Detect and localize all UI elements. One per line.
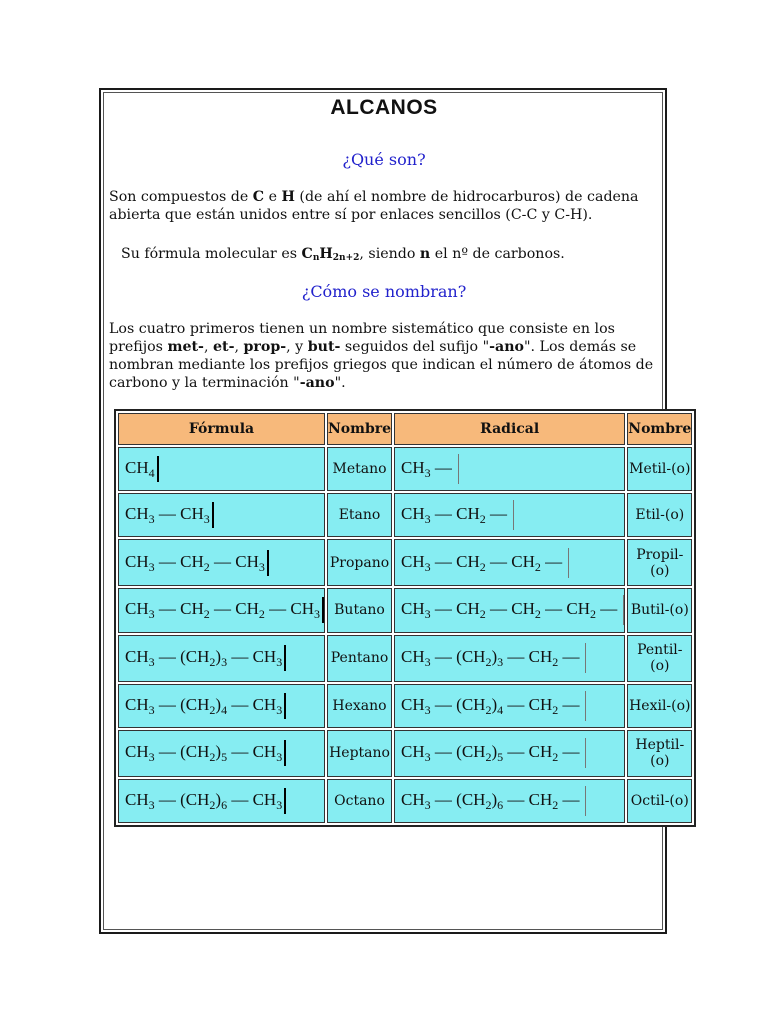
name-cell bbox=[327, 588, 392, 632]
table-header-row bbox=[118, 413, 692, 445]
radical-cell bbox=[394, 684, 625, 728]
divider-mark bbox=[212, 502, 214, 528]
table-row bbox=[118, 779, 692, 823]
formula-cell bbox=[118, 635, 325, 682]
formula-cell-text: $CH_3$ — $(CH_2)_5$ — $CH_3$ bbox=[125, 742, 283, 765]
page-title: ALCANOS bbox=[330, 96, 438, 119]
divider-mark bbox=[585, 691, 586, 721]
radical-cell-text: $CH_3$ — bbox=[401, 458, 452, 480]
radical-cell bbox=[394, 779, 625, 823]
divider-mark bbox=[157, 456, 159, 482]
name-cell bbox=[327, 447, 392, 491]
formula-cell-text: $CH_3$ — $CH_2$ — $CH_3$ bbox=[125, 551, 265, 574]
formula-cell-text: $CH_3$ — $(CH_2)_6$ — $CH_3$ bbox=[125, 789, 283, 812]
radical-cell-text: $CH_3$ — $(CH_2)_5$ — $CH_2$ — bbox=[401, 742, 580, 765]
name-cell-text: Pentano bbox=[330, 650, 389, 667]
table-row bbox=[118, 447, 692, 491]
formula-cell bbox=[118, 493, 325, 537]
name-cell-text: Butano bbox=[334, 602, 385, 619]
name-cell-text: Heptano bbox=[329, 745, 390, 762]
formula-cell-text: $CH_3$ — $CH_3$ bbox=[125, 504, 210, 527]
table-row bbox=[118, 588, 692, 632]
radical-cell-text: $CH_3$ — $CH_2$ — $CH_2$ — $CH_2$ — bbox=[401, 599, 618, 622]
name-cell bbox=[327, 635, 392, 682]
divider-mark bbox=[585, 786, 586, 816]
paragraph-formula: Su fórmula molecular es $C_nH_{2n+2}$, siendo n el nº de carbonos. bbox=[121, 246, 565, 263]
formula-cell bbox=[118, 779, 325, 823]
radical-cell-text: $CH_3$ — $CH_2$ — bbox=[401, 504, 508, 527]
radical-cell-text: $CH_3$ — $CH_2$ — $CH_2$ — bbox=[401, 551, 563, 574]
radical-name-cell bbox=[627, 493, 692, 537]
divider-mark bbox=[458, 454, 459, 484]
radical-name-cell bbox=[627, 447, 692, 491]
divider-mark bbox=[585, 738, 586, 768]
radical-name-cell-text: Heptil-(o) bbox=[635, 737, 685, 770]
divider-mark bbox=[284, 693, 286, 719]
radical-name-cell bbox=[627, 539, 692, 586]
table-row bbox=[118, 539, 692, 586]
divider-mark bbox=[322, 597, 324, 623]
radical-name-cell-text: Metil-(o) bbox=[629, 461, 691, 478]
formula-cell bbox=[118, 730, 325, 777]
name-cell-text: Propano bbox=[329, 554, 390, 571]
name-cell bbox=[327, 779, 392, 823]
formula-cell bbox=[118, 588, 325, 632]
radical-name-cell bbox=[627, 779, 692, 823]
table-row bbox=[118, 684, 692, 728]
heading-como-se-nombran: ¿Cómo se nombran? bbox=[301, 282, 467, 301]
header-name: Nombre bbox=[327, 413, 392, 445]
table-row bbox=[118, 493, 692, 537]
name-cell-text: Hexano bbox=[332, 697, 387, 714]
divider-mark bbox=[568, 548, 569, 578]
radical-cell bbox=[394, 539, 625, 586]
radical-cell bbox=[394, 588, 625, 632]
header-radical-name: Nombre bbox=[627, 413, 692, 445]
divider-mark bbox=[284, 788, 286, 814]
name-cell bbox=[327, 730, 392, 777]
name-cell-text: Octano bbox=[334, 792, 385, 809]
radical-cell bbox=[394, 447, 625, 491]
radical-name-cell bbox=[627, 684, 692, 728]
formula-cell-text: $CH_3$ — $(CH_2)_4$ — $CH_3$ bbox=[125, 694, 283, 717]
name-cell-text: Etano bbox=[338, 507, 381, 524]
divider-mark bbox=[513, 500, 514, 530]
header-radical: Radical bbox=[394, 413, 625, 445]
radical-name-cell-text: Etil-(o) bbox=[635, 507, 685, 524]
radical-name-cell bbox=[627, 635, 692, 682]
table-row bbox=[118, 635, 692, 682]
radical-name-cell bbox=[627, 588, 692, 632]
radical-name-cell-text: Hexil-(o) bbox=[629, 697, 691, 714]
paragraph-definition: Son compuestos de C e H (de ahí el nombre de hidrocarburos) de cadena abierta que están unidos entre sí por enlaces sencillos (C-C y C-H). bbox=[109, 189, 639, 223]
divider-mark bbox=[267, 550, 269, 576]
radical-cell-text: $CH_3$ — $(CH_2)_3$ — $CH_2$ — bbox=[401, 646, 580, 669]
radical-name-cell-text: Butil-(o) bbox=[630, 602, 689, 619]
formula-cell-text: $CH_3$ — $(CH_2)_3$ — $CH_3$ bbox=[125, 646, 283, 669]
radical-name-cell-text: Octil-(o) bbox=[630, 792, 689, 809]
table-row bbox=[118, 730, 692, 777]
name-cell bbox=[327, 493, 392, 537]
formula-cell-text: $CH_3$ — $CH_2$ — $CH_2$ — $CH_3$ bbox=[125, 599, 320, 622]
divider-mark bbox=[623, 595, 624, 625]
name-cell bbox=[327, 539, 392, 586]
formula-cell bbox=[118, 684, 325, 728]
name-cell bbox=[327, 684, 392, 728]
radical-cell bbox=[394, 635, 625, 682]
alkanes-table bbox=[114, 409, 696, 827]
radical-cell-text: $CH_3$ — $(CH_2)_6$ — $CH_2$ — bbox=[401, 789, 580, 812]
header-formula: Fórmula bbox=[118, 413, 325, 445]
divider-mark bbox=[284, 645, 286, 671]
formula-cell bbox=[118, 447, 325, 491]
paragraph-naming: Los cuatro primeros tienen un nombre sistemático que consiste en los prefijos met-, et-, prop-, y but- seguidos del sufijo "-ano". Los demás se nombran mediante los prefijos griegos que indican el número de átomos de carbono y la terminación "-ano". bbox=[109, 321, 654, 391]
divider-mark bbox=[585, 643, 586, 673]
radical-name-cell-text: Pentil-(o) bbox=[637, 642, 683, 675]
divider-mark bbox=[284, 740, 286, 766]
radical-cell-text: $CH_3$ — $(CH_2)_4$ — $CH_2$ — bbox=[401, 694, 580, 717]
formula-cell-text: $CH_4$ bbox=[125, 458, 155, 480]
name-cell-text: Metano bbox=[332, 461, 387, 478]
radical-name-cell bbox=[627, 730, 692, 777]
radical-cell bbox=[394, 730, 625, 777]
heading-que-son: ¿Qué son? bbox=[342, 150, 426, 169]
radical-cell bbox=[394, 493, 625, 537]
radical-name-cell-text: Propil-(o) bbox=[636, 546, 684, 579]
formula-cell bbox=[118, 539, 325, 586]
